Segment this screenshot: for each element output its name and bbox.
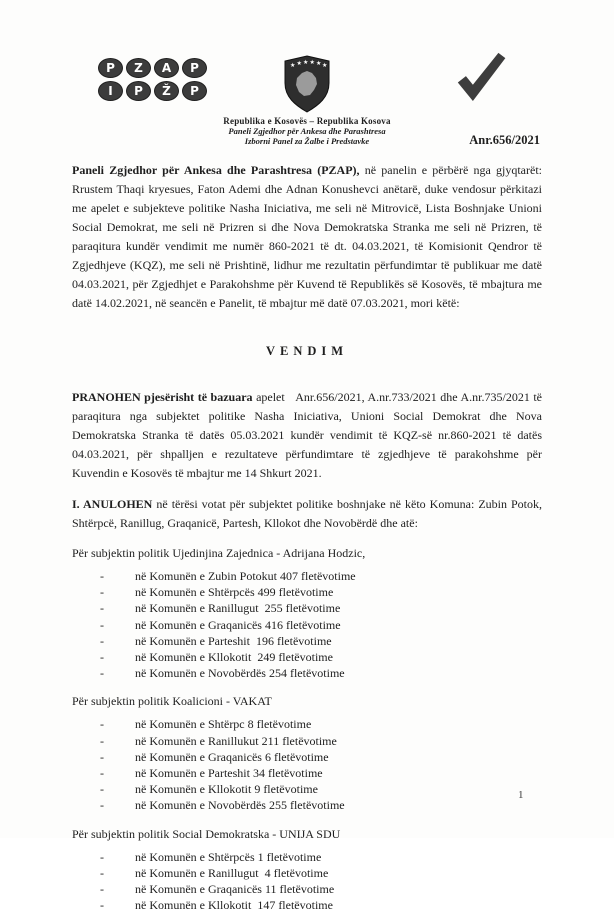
list-item (72, 797, 542, 813)
logo-letter: P (182, 58, 207, 78)
kosovo-coat-of-arms-icon (282, 55, 332, 113)
subject-heading-koalicioni-vakat: Për subjektin politik Koalicioni - VAKAT (72, 694, 272, 709)
logo-letter: P (98, 58, 123, 78)
logo-letter: P (126, 81, 151, 101)
subject-heading-ujedinjina-zajednica: Për subjektin politik Ujedinjina Zajednica - Adrijana Hodzic, (72, 546, 366, 560)
list-item (72, 849, 542, 865)
list-item (72, 584, 542, 600)
logo-letter: I (98, 81, 123, 101)
subject-heading-unija-sdu: Për subjektin politik Social Demokratska - UNIJA SDU (72, 826, 341, 841)
vote-count-text: në Komunën e Shtërpcës 1 fletëvotime (135, 849, 322, 864)
list-item (72, 600, 542, 616)
logo-letter: Ž (154, 81, 179, 101)
vote-count-text: në Komunën e Graqanicës 6 fletëvotime (135, 749, 329, 764)
decision-title: VENDIM (265, 344, 349, 358)
vote-count-text: në Komunën e Graqanicës 416 fletëvotime (135, 617, 341, 632)
dash-bullet (100, 600, 135, 616)
vote-count-text: në Komunën e Kllokotit 147 fletëvotime (135, 898, 333, 913)
logo-letter: A (154, 58, 179, 78)
list-item (72, 897, 542, 913)
institution-header (177, 55, 437, 146)
list-item (72, 733, 542, 749)
svg-text:★: ★ (309, 59, 315, 66)
page-number: 1 (518, 789, 524, 801)
vote-count-text: në Komunën e Shtërpcës 499 fletëvotime (135, 585, 334, 600)
institution-name-line1: Republika e Kosovës – Republika Kosova (223, 116, 391, 126)
annulment-paragraph (72, 495, 542, 533)
vote-count-text: në Komunën e Ranillugut 4 fletëvotime (135, 865, 329, 880)
list-item (72, 865, 542, 881)
dash-bullet (100, 781, 135, 797)
list-item (72, 633, 542, 649)
intro-paragraph (72, 161, 542, 313)
dash-bullet (100, 897, 135, 913)
dash-bullet (100, 765, 135, 781)
dash-bullet (100, 617, 135, 633)
vote-count-text: në Komunën e Kllokotit 9 fletëvotime (135, 782, 318, 797)
vote-count-text: në Komunën e Novobërdës 254 fletëvotime (135, 666, 345, 681)
vote-count-text: në Komunën e Novobërdës 255 fletëvotime (135, 798, 345, 813)
approval-paragraph-text: apelet Anr.656/2021, A.nr.733/2021 dhe A.nr.735/2021 të paraqitura nga subjektet politike Nasha Iniciativa, Unioni Social Demokrat dhe Nova Demokratska Stranka të datës 05.03.2021 kundër vendimit të KQZ-së nr.860-2021 të datës 04.03.2021, për shpalljen e rezultateve përfundimtare të zgjedhjeve të parakohshme për Kuvendin e Kosovës të mbajtur me 14 Shkurt 2021. (72, 390, 543, 480)
dash-bullet (100, 749, 135, 765)
svg-text:★: ★ (290, 62, 296, 69)
document-body (72, 161, 542, 917)
annulment-paragraph-lead: I. ANULOHEN (72, 497, 153, 511)
dash-bullet (100, 649, 135, 665)
vote-count-text: në Komunën e Kllokotit 249 fletëvotime (135, 650, 333, 665)
institution-name-line2: Paneli Zgjedhor për Ankesa dhe Parashtresa (228, 126, 386, 136)
dash-bullet (100, 733, 135, 749)
dash-bullet (100, 633, 135, 649)
approval-paragraph-lead: PRANOHEN pjesërisht të bazuara (72, 390, 253, 404)
list-item (72, 749, 542, 765)
list-item (72, 881, 542, 897)
institution-name-line3: Izborni Panel za Žalbe i Predstavke (244, 136, 370, 146)
vote-list-ujedinjina-zajednica (72, 568, 542, 681)
vote-count-text: në Komunën e Graqanicës 11 fletëvotime (135, 882, 335, 897)
intro-paragraph-lead: Paneli Zgjedhor për Ankesa dhe Parashtresa (PZAP), (72, 163, 360, 177)
dash-bullet (100, 584, 135, 600)
dash-bullet (100, 849, 135, 865)
checkmark-icon (452, 50, 510, 113)
vote-count-text: në Komunën e Zubin Potokut 407 fletëvotime (135, 569, 356, 583)
dash-bullet (100, 881, 135, 897)
svg-text:★: ★ (322, 62, 328, 69)
dash-bullet (100, 797, 135, 813)
logo-letter: Z (126, 58, 151, 78)
annulment-paragraph-text: në tërësi votat për subjektet politike boshnjake në këto Komuna: Zubin Potok, Shtërpcë, Ranillug, Graqanicë, Partesh, Kllokot dhe Novobërdë dhe atë: (72, 497, 542, 530)
list-item (72, 765, 542, 781)
vote-list-koalicioni-vakat (72, 716, 542, 813)
list-item (72, 716, 542, 732)
intro-paragraph-text: në panelin e përbërë nga gjyqtarët: Rrustem Thaqi kryesues, Faton Ademi dhe Adnan Konushevci anëtarë, duke vendosur përkitazi me apelet e subjekteve politike Nasha Iniciativa, me seli në Mitrovicë, Lista Boshnjake Unioni Social Demokrat, me seli në Prizren si dhe Nova Demokratska Stranka me seli në Prizren, të paraqitura kundër vendimit me numër 860-2021 të dt. 04.03.2021, të Komisionit Qendror të Zgjedhjeve (KQZ), me seli në Prishtinë, lidhur me rezultatin përfundimtar të publikuar me datë 04.03.2021, për Zgjedhjet e Parakohshme për Kuvend të Republikës së Kosovës, të mbajtura me datë 14.02.2021, në seancën e Panelit, të mbajtur më datë 07.03.2021, mori këtë: (72, 163, 542, 310)
list-item (72, 665, 542, 681)
dash-bullet (100, 665, 135, 681)
list-item (72, 568, 542, 584)
vote-count-text: në Komunën e Shtërpc 8 fletëvotime (135, 717, 312, 732)
approval-paragraph (72, 388, 542, 483)
list-item (72, 649, 542, 665)
dash-bullet (100, 716, 135, 732)
vote-count-text: në Komunën e Parteshit 196 fletëvotime (135, 633, 332, 648)
case-number: Anr.656/2021 (469, 133, 540, 147)
svg-text:★: ★ (296, 60, 302, 67)
list-item (72, 617, 542, 633)
dash-bullet (100, 865, 135, 881)
logo-letter: P (182, 81, 207, 101)
dash-bullet (100, 568, 135, 584)
vote-list-unija-sdu (72, 849, 542, 914)
svg-text:★: ★ (303, 59, 309, 66)
vote-count-text: në Komunën e Ranillukut 211 fletëvotime (135, 733, 337, 748)
list-item (72, 781, 542, 797)
vote-count-text: në Komunën e Ranillugut 255 fletëvotime (135, 601, 341, 616)
vote-count-text: në Komunën e Parteshit 34 fletëvotime (135, 766, 323, 781)
svg-text:★: ★ (316, 60, 322, 67)
